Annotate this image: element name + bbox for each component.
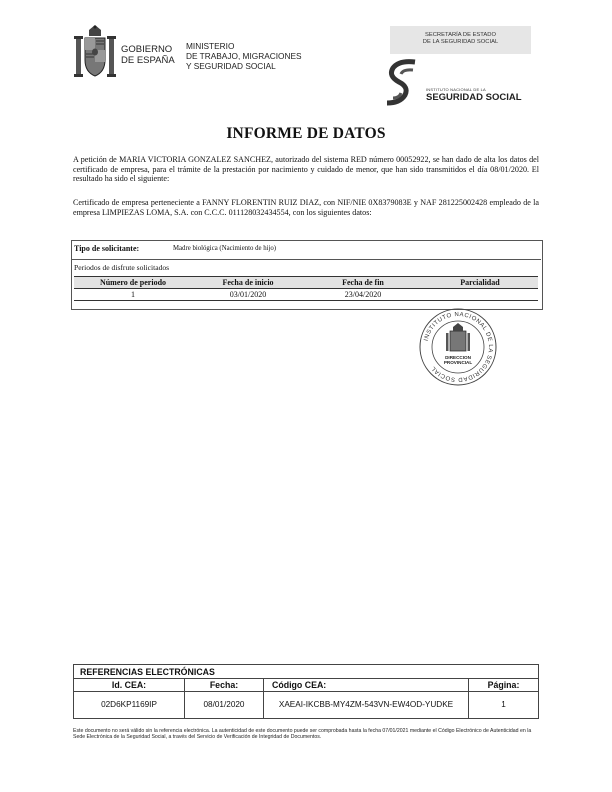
solicitante-value: Madre biológica (Nacimiento de hijo) xyxy=(173,245,277,252)
table-row xyxy=(74,289,538,301)
secretaria-line1: SECRETARÍA DE ESTADO xyxy=(425,32,496,38)
cell-numero: 1 xyxy=(74,289,192,301)
inss-logo xyxy=(380,58,540,110)
page-title: INFORME DE DATOS xyxy=(226,125,386,142)
gobierno-text xyxy=(121,44,175,66)
ref-value-fecha: 08/01/2020 xyxy=(185,692,264,719)
ministerio-line2: DE TRABAJO, MIGRACIONES xyxy=(186,51,302,61)
coat-of-arms-icon xyxy=(73,24,117,82)
ministerio-text xyxy=(186,41,356,71)
references-table xyxy=(73,664,539,719)
ref-value-id: 02D6KP1169IP xyxy=(74,692,185,719)
ref-header-id: Id. CEA: xyxy=(74,679,185,692)
cell-inicio: 03/01/2020 xyxy=(192,289,304,301)
stamp-line1: DIRECCION xyxy=(445,355,471,360)
official-stamp xyxy=(418,307,498,387)
certificate-paragraph: Certificado de empresa perteneciente a FANNY FLORENTIN RUIZ DIAZ, con NIF/NIE 0X8379083E y NAF 281225002428 empleado de la empresa LIMPIEZAS LOMA, S.A. con C.C.C. 011128032434554, con los siguientes datos: xyxy=(73,198,539,217)
inss-small-text: INSTITUTO NACIONAL DE LA xyxy=(426,87,486,92)
solicitante-label: Tipo de solicitante: xyxy=(74,244,140,253)
solicitante-row xyxy=(71,240,541,260)
inss-big-text: SEGURIDAD SOCIAL xyxy=(426,92,522,103)
col-header-fin: Fecha de fin xyxy=(304,277,422,289)
stamp-coat-icon xyxy=(446,323,470,351)
periodos-table xyxy=(74,276,538,301)
ref-header-codigo: Código CEA: xyxy=(264,679,469,692)
intro-paragraph: A petición de MARIA VICTORIA GONZALEZ SANCHEZ, autorizado del sistema RED número 00052922, se han dado de alta los datos del certificado de empresa, para el trámite de la prestación por nacimiento y cuidado de menor, que han sido transmitidos el día 08/01/2020. El resultado ha sido el siguiente: xyxy=(73,155,539,184)
footnote: Este documento no será válido sin la referencia electrónica. La autenticidad de este documento puede ser comprobada hasta la fecha 07/01/2021 mediante el Código Electrónico de Autenticidad en la Sede Electrónica de la Seguridad Social, a través del Servicio de Verificación de Integridad de Documentos. xyxy=(73,728,532,741)
ref-header-fecha: Fecha: xyxy=(185,679,264,692)
periodos-caption: Periodos de disfrute solicitados xyxy=(74,263,170,272)
secretaria-line2: DE LA SEGURIDAD SOCIAL xyxy=(422,39,499,45)
inss-s-icon xyxy=(385,58,419,108)
ref-header-pagina: Página: xyxy=(469,679,539,692)
ministerio-line3: Y SEGURIDAD SOCIAL xyxy=(186,61,276,71)
col-header-numero: Número de periodo xyxy=(74,277,192,289)
stamp-line2: PROVINCIAL xyxy=(443,360,473,365)
gobierno-line2: DE ESPAÑA xyxy=(121,55,175,66)
references-title: REFERENCIAS ELECTRÓNICAS xyxy=(74,665,539,679)
gobierno-header xyxy=(62,24,362,84)
col-header-parcialidad: Parcialidad xyxy=(422,277,538,289)
col-header-inicio: Fecha de inicio xyxy=(192,277,304,289)
ref-value-pagina: 1 xyxy=(469,692,539,719)
secretaria-box xyxy=(390,26,531,54)
ref-value-codigo: XAEAI-IKCBB-MY4ZM-543VN-EW4OD-YUDKE xyxy=(264,692,469,719)
stamp-ring-text: INSTITUTO NACIONAL DE LA SEGURIDAD SOCIAL xyxy=(423,311,494,383)
cell-fin: 23/04/2020 xyxy=(304,289,422,301)
gobierno-line1: GOBIERNO xyxy=(121,44,173,55)
ministerio-line1: MINISTERIO xyxy=(186,41,235,51)
cell-parcialidad xyxy=(422,289,538,301)
